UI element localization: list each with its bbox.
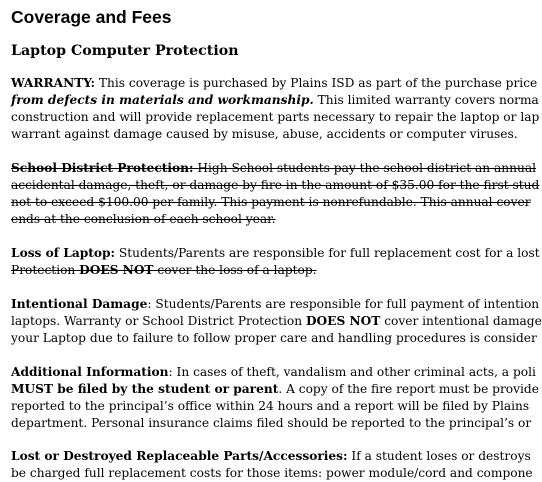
intentional-text: : Students/Parents are responsible for full payment of intention (147, 297, 540, 311)
lost-parts-line-2: be charged full replacement costs for those items: power module/cord and compone (11, 466, 533, 480)
loss-text: Protection (11, 263, 80, 277)
warranty-line-1 (11, 75, 537, 92)
additional-line-2 (11, 381, 539, 398)
loss-line-1 (11, 245, 540, 262)
warranty-text: This limited warranty covers norma (313, 93, 539, 107)
additional-text: : In cases of theft, vandalism and other criminal acts, a poli (168, 365, 536, 379)
loss-text: cover the loss of a laptop. (153, 263, 317, 277)
additional-line-3: reported to the principal’s office within 24 hours and a report will be filed by Plains (11, 399, 530, 413)
additional-line-1 (11, 364, 536, 381)
warranty-label: WARRANTY: (11, 76, 95, 90)
loss-label: Loss of Laptop: (11, 246, 116, 260)
lost-parts-label: Lost or Destroyed Replaceable Parts/Accessories: (11, 449, 348, 463)
loss-line-2 (11, 262, 317, 279)
additional-line-4: department. Personal insurance claims filed should be reported to the principal’s or (11, 416, 532, 430)
warranty-emphasis: from defects in materials and workmanship. (11, 93, 314, 107)
district-label: School District Protection: (11, 161, 194, 175)
intentional-text: cover intentional damage (380, 314, 542, 328)
section-heading: Laptop Computer Protection (11, 43, 239, 59)
lost-parts-line-1 (11, 448, 531, 465)
intentional-line-3: your Laptop due to failure to follow proper care and handling procedures is consider (11, 331, 537, 345)
district-line-1 (11, 160, 536, 177)
intentional-emphasis: DOES NOT (305, 314, 381, 328)
warranty-line-2 (11, 92, 539, 109)
loss-text: Students/Parents are responsible for full replacement cost for a lost (115, 246, 540, 260)
additional-label: Additional Information (11, 365, 169, 379)
warranty-line-3: construction and will provide replacement parts necessary to repair the laptop or lap (11, 110, 540, 124)
additional-emphasis: MUST be filed by the student or parent (11, 382, 279, 396)
loss-emphasis: DOES NOT (79, 263, 154, 277)
warranty-line-4: warrant against damage caused by misuse, abuse, accidents or computer viruses. (11, 127, 518, 141)
district-line-4: ends at the conclusion of each school year. (11, 212, 276, 226)
warranty-text: This coverage is purchased by Plains ISD as part of the purchase price (94, 76, 538, 90)
district-text: High School students pay the school district an annual (193, 161, 536, 175)
district-line-3: not to exceed $100.00 per family. This payment is nonrefundable. This annual cover (11, 195, 531, 209)
district-line-2: accidental damage, theft, or damage by fire in the amount of $35.00 for the first stud (11, 178, 540, 192)
page-title: Coverage and Fees (11, 7, 172, 27)
intentional-label: Intentional Damage (11, 297, 148, 311)
intentional-text: laptops. Warranty or School District Protection (11, 314, 306, 328)
additional-text: . A copy of the fire report must be provide (278, 382, 539, 396)
lost-parts-text: If a student loses or destroys (347, 449, 531, 463)
intentional-line-2 (11, 313, 542, 330)
intentional-line-1 (11, 296, 539, 313)
